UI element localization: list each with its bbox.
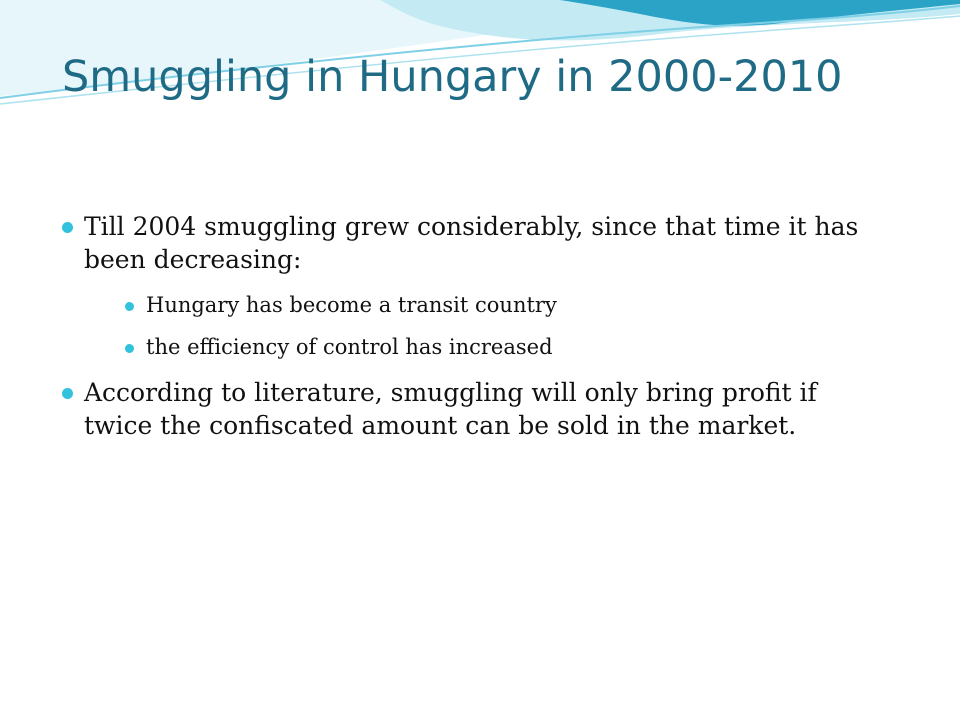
slide-title: Smuggling in Hungary in 2000-2010 xyxy=(62,52,843,102)
bullet-dot-icon xyxy=(62,388,73,399)
bullet-item xyxy=(62,210,892,362)
bullet-list xyxy=(62,210,892,456)
bullet-item xyxy=(62,376,892,442)
sub-bullet-item xyxy=(84,290,892,320)
bullet-dot-icon xyxy=(62,222,73,233)
bullet-text: According to literature, smuggling will only bring profit if twice the confiscated amount can be sold in the market. xyxy=(84,378,817,440)
sub-bullet-dot-icon xyxy=(125,302,134,311)
sub-bullet-dot-icon xyxy=(125,344,134,353)
bullet-text: Till 2004 smuggling grew considerably, since that time it has been decreasing: xyxy=(84,212,859,274)
sub-bullet-list xyxy=(84,290,892,362)
sub-bullet-text: Hungary has become a transit country xyxy=(146,293,557,317)
sub-bullet-item xyxy=(84,332,892,362)
sub-bullet-text: the efficiency of control has increased xyxy=(146,335,553,359)
